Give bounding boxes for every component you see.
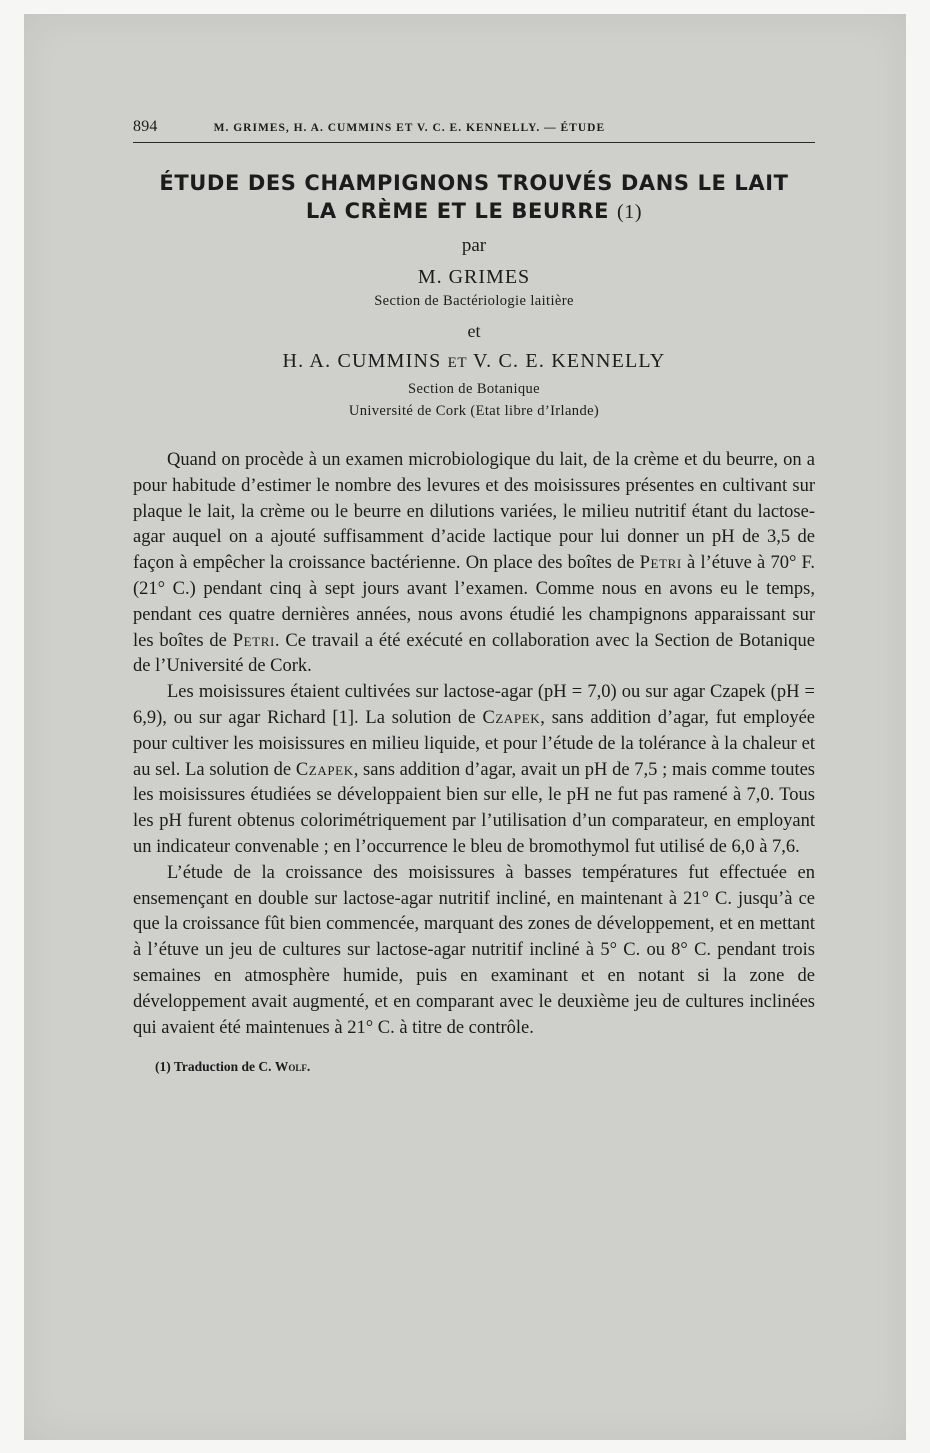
- paragraph-3: L’étude de la croissance des moisissures à basses températures fut effectuée en ensemençant en double sur lactose-agar nutritif incliné, en maintenant à 21° C. jusqu’à ce que la croissance fût bien commencée, marquant des zones de développement, et en mettant à l’étuve un jeu de cultures sur lactose-agar nutritif incliné à 5° C. ou 8° C. pendant trois semaines en atmosphère humide, puis en examinant et en notant si la zone de développement avait augmenté, et en comparant avec le deuxième jeu de cultures inclinées qui avaient été maintenues à 21° C. à titre de contrôle.: [133, 862, 815, 1038]
- article-title: [133, 169, 815, 226]
- affiliation-1: Section de Bactériologie laitière: [374, 293, 574, 309]
- running-title: M. GRIMES, H. A. CUMMINS ET V. C. E. KENNELLY. — ÉTUDE: [213, 122, 606, 134]
- p1-petri-2: Petri: [232, 630, 275, 651]
- page-number: 894: [133, 118, 158, 135]
- title-line-1: ÉTUDE DES CHAMPIGNONS TROUVÉS DANS LE LAIT: [159, 171, 789, 195]
- page-content: [133, 118, 815, 1075]
- title-footnote-marker: (1): [616, 201, 643, 223]
- p1-text-c: . Ce travail a été exécuté en collaboration avec la Section de Botanique de l’Université de Cork.: [133, 630, 815, 677]
- p2-czapek-2: Czapek: [295, 759, 354, 780]
- running-header: [133, 118, 815, 143]
- affiliation-2-line-1: Section de Botanique: [407, 381, 541, 397]
- footnote-end: .: [306, 1059, 311, 1075]
- p2-text-c: , sans addition d’agar, avait un pH de 7,5 ; mais comme toutes les moisissures étudiées se développaient bien sur elle, le pH ne fut pas ramené à 7,0. Tous les pH furent obtenus colorimétriquement par l’utilisation d’un comparateur, en employant un indicateur convenable ; en l’occurrence le bleu de bromothymol fut utilisé de 6,0 à 7,6.: [133, 759, 815, 857]
- footnote-text: (1) Traduction de C.: [155, 1059, 275, 1075]
- author-2a: H. A. CUMMINS: [282, 350, 442, 372]
- affiliation-2-line-2: Université de Cork (Etat libre d’Irlande): [348, 403, 600, 419]
- p2-text-b: , sans addition d’agar, fut employée pour cultiver les moisissures en milieu liquide, et pour l’étude de la tolérance à la chaleur et au sel. La solution de: [133, 707, 815, 780]
- p1-text-b: à l’étuve à 70° F. (21° C.) pendant cinq à sept jours avant l’examen. Comme nous en avons eu le temps, pendant ces quatre dernières années, nous avons étudié les champignons apparaissant sur les boîtes de: [133, 553, 815, 651]
- paragraph-2: [133, 680, 815, 861]
- p2-czapek-1: Czapek: [482, 707, 541, 728]
- p1-petri-1: Petri: [639, 553, 682, 574]
- author-2-et: ET: [447, 355, 468, 371]
- p1-text-a: Quand on procède à un examen microbiologique du lait, de la crème et du beurre, on a pour habitude d’estimer le nombre des levures et des moisissures présentes en cultivant sur plaque le lait, la crème ou le beurre en dilutions variées, le milieu nutritif étant du lactose-agar auquel on a ajouté suffisamment d’acide lactique pour lui donner un pH de 3,5 de façon à empêcher la croissance bactérienne. On place des boîtes de: [133, 450, 815, 574]
- author-1: M. GRIMES: [417, 266, 531, 288]
- title-line-2: [133, 197, 815, 226]
- p2-text-a: Les moisissures étaient cultivées sur lactose-agar (pH = 7,0) ou sur agar Czapek (pH = 6,9), ou sur agar Richard [1]. La solution de: [133, 682, 815, 728]
- byline-par: par: [461, 235, 487, 256]
- author-2b: V. C. E. KENNELLY: [473, 350, 666, 372]
- author-2: [133, 346, 815, 378]
- footnote-name: Wolf: [274, 1059, 307, 1075]
- paragraph-1: [133, 448, 815, 680]
- byline-et: et: [467, 321, 481, 341]
- footnote: [133, 1059, 815, 1075]
- title-line-2-text: LA CRÈME ET LE BEURRE: [305, 199, 610, 223]
- article-body: [133, 448, 815, 1041]
